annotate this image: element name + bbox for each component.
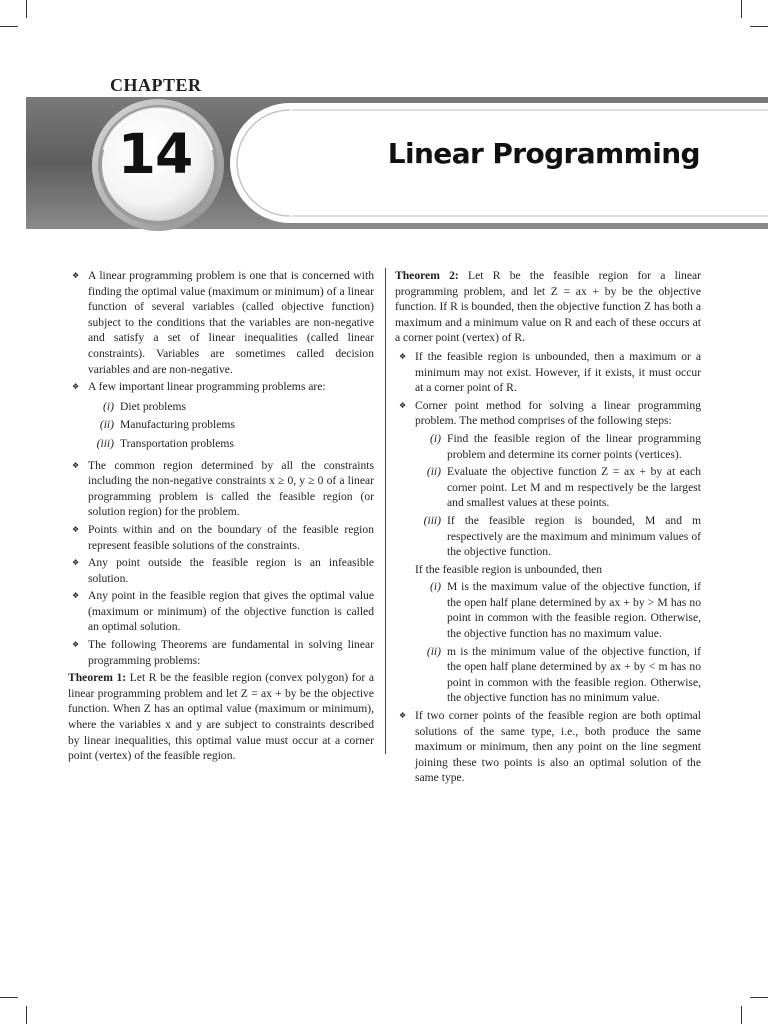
list-item [395, 644, 701, 706]
bullet-lpp-definition: ❖ A linear programming problem is one that is concerned with finding the optimal value (maximum or minimum) of a linear function of several variables (called objective function) subject to the conditions that the variables are non-negative and satisfy a set of linear inequalities (called linear constraints). Variables are sometimes called decision variables and are non-negative. [68, 268, 374, 377]
unbounded-intro: If the feasible region is unbounded, then [415, 562, 603, 576]
left-column [68, 268, 374, 767]
list-text: Evaluate the objective function Z = ax + by at each corner point. Let M and m respectively be the largest and smallest values at these points. [447, 465, 701, 510]
bullet-unbounded-region: ❖ If the feasible region is unbounded, then a maximum or a minimum may not exist. However, if it exists, it must occur at a corner point of R. [395, 349, 701, 396]
crop-mark [750, 997, 768, 998]
bullet-infeasible-solution: ❖ Any point outside the feasible region is an infeasible solution. [68, 555, 374, 586]
bullet-two-optimal-corners: ❖ If two corner points of the feasible region are both optimal solutions of the same type, i.e., both produce the same maximum or minimum, then any point on the line segment joining these two points is also an optimal solution of the same type. [395, 708, 701, 786]
bullet-feasible-region: ❖ The common region determined by all the constraints including the non-negative constraints x ≥ 0, y ≥ 0 of a linear programming problem is called the feasible region (or solution region) for the problem. [68, 458, 374, 520]
chapter-title: Linear Programming [387, 137, 700, 170]
theorem-2-text: Let R be the feasible region for a linear programming problem, and let Z = ax + by be the objective function. If R is bounded, then the objective function Z has both a maximum and a minimum value on R and each of these occurs at a corner point (vertex) of R. [395, 269, 702, 345]
theorem-1-text: Let R be the feasible region (convex polygon) for a linear programming problem and let Z = ax + by be the objective function. When Z has an optimal value (maximum or minimum), where the variables x and y are subject to constraints described by linear inequalities, this optimal value must occur at a corner point (vertex) of the feasible region. [68, 671, 374, 763]
list-number: (i) [430, 580, 441, 594]
list-text: Diet problems [120, 399, 187, 413]
bullet-optimal-solution: ❖ Any point in the feasible region that gives the optimal value (maximum or minimum) of the objective function is called an optimal solution. [68, 588, 374, 635]
list-text: M is the maximum value of the objective function, if the open half plane determined by ax + by > M has no point in common with the feasible region. Otherwise, the objective function has no maximum value. [447, 580, 701, 641]
list-text: m is the minimum value of the objective function, if the open half plane determined by ax + by < m has no point in common with the feasible region. Otherwise, the objective function has no minimum value. [447, 644, 701, 705]
chapter-banner [0, 0, 768, 240]
list-number: (ii) [426, 465, 441, 479]
list-item [395, 513, 701, 560]
bullet-corner-point-method: ❖ Corner point method for solving a linear programming problem. The method comprises of the following steps: [395, 398, 701, 429]
list-text: Manufacturing problems [120, 418, 235, 432]
crop-mark [741, 1006, 742, 1024]
theorem-1-label: Theorem 1: [68, 671, 127, 685]
list-text: Find the feasible region of the linear programming problem and determine its corner points (vertices). [447, 431, 701, 461]
list-text: If the feasible region is bounded, M and m respectively are the maximum and minimum values of the objective function. [447, 513, 701, 559]
chapter-label: CHAPTER [110, 75, 202, 95]
list-number: (ii) [426, 644, 441, 658]
list-number: (iii) [423, 513, 441, 527]
bullet-important-problems: ❖ A few important linear programming problems are: [68, 379, 374, 395]
list-item [68, 399, 374, 415]
theorem-2 [395, 268, 701, 346]
theorem-1 [68, 670, 374, 764]
list-number: (i) [430, 431, 441, 445]
list-number: (i) [103, 399, 114, 413]
theorem-2-label: Theorem 2: [395, 269, 459, 282]
list-number: (ii) [99, 418, 114, 432]
list-item [68, 436, 374, 452]
list-text: Transportation problems [120, 436, 234, 450]
list-item [68, 417, 374, 433]
column-divider [385, 268, 386, 754]
list-item [395, 579, 701, 641]
bullet-feasible-solutions: ❖ Points within and on the boundary of the feasible region represent feasible solutions of the constraints. [68, 522, 374, 553]
crop-mark [26, 1006, 27, 1024]
chapter-number: 14 [117, 122, 193, 186]
right-column [395, 268, 701, 788]
list-item [395, 464, 701, 511]
bullet-theorems-intro: ❖ The following Theorems are fundamental in solving linear programming problems: [68, 637, 374, 668]
list-number: (iii) [96, 436, 114, 450]
crop-mark [0, 997, 18, 998]
list-item [395, 431, 701, 462]
